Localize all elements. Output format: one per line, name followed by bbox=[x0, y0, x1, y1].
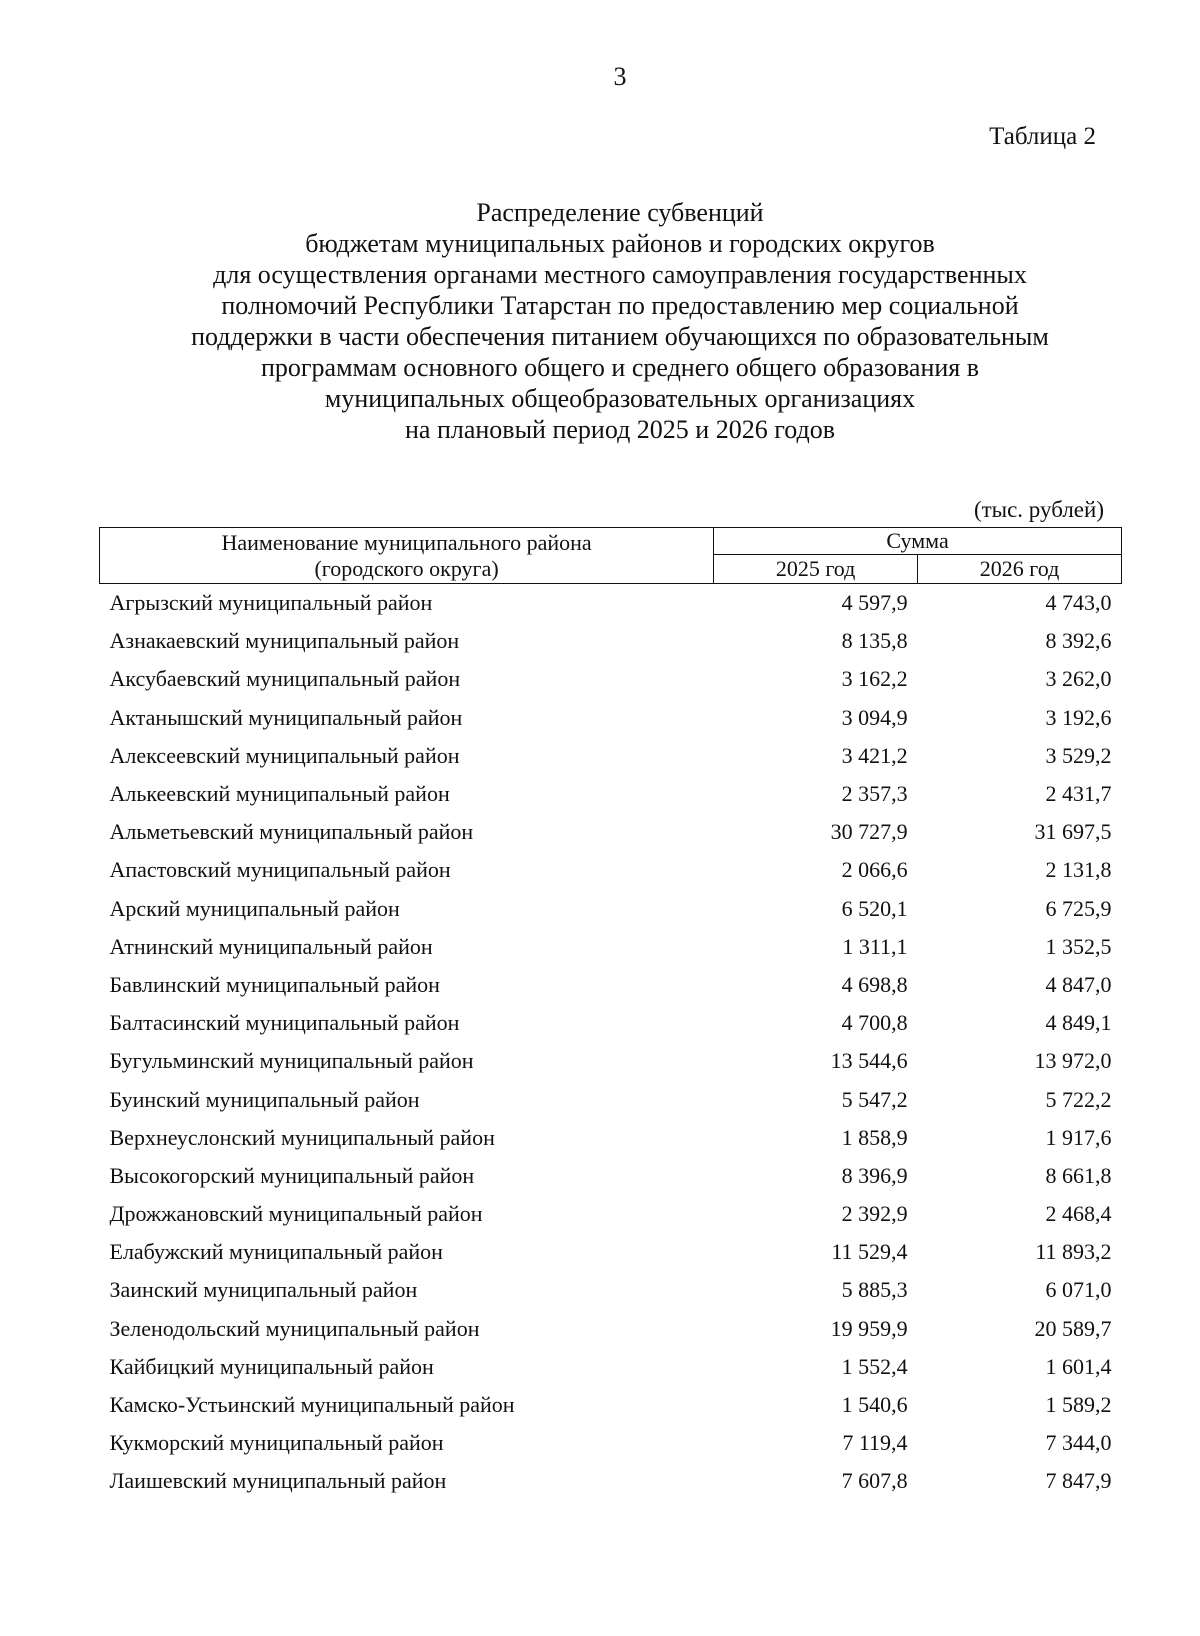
district-name: Бугульминский муниципальный район bbox=[109, 1048, 474, 1074]
table-row bbox=[100, 584, 1122, 623]
district-name: Балтасинский муниципальный район bbox=[109, 1010, 460, 1036]
amount-2026: 1 917,6 bbox=[1045, 1124, 1112, 1150]
title-line: на плановый период 2025 и 2026 годов bbox=[405, 415, 835, 444]
header-name bbox=[100, 528, 714, 584]
table-row bbox=[100, 966, 1122, 1004]
amount-2025: 3 421,2 bbox=[841, 742, 908, 768]
amount-2026: 1 601,4 bbox=[1045, 1353, 1112, 1379]
amount-2026: 8 392,6 bbox=[1045, 628, 1112, 654]
header-year-2025: 2025 год bbox=[714, 555, 918, 584]
district-name: Бавлинский муниципальный район bbox=[109, 971, 440, 997]
amount-2025: 3 162,2 bbox=[841, 666, 908, 692]
table-row bbox=[100, 1462, 1122, 1500]
amount-2025: 5 547,2 bbox=[841, 1086, 908, 1112]
amount-2025: 5 885,3 bbox=[841, 1277, 908, 1303]
amount-2025: 2 392,9 bbox=[841, 1201, 908, 1227]
table-row bbox=[100, 622, 1122, 660]
title-line: для осуществления органами местного самоуправления государственных bbox=[213, 260, 1027, 289]
table-row bbox=[100, 1119, 1122, 1157]
title-line: программам основного общего и среднего общего образования в bbox=[260, 353, 980, 382]
amount-2025: 8 135,8 bbox=[841, 628, 908, 654]
district-name: Альметьевский муниципальный район bbox=[109, 819, 474, 845]
table-row bbox=[100, 1233, 1122, 1271]
amount-2026: 2 468,4 bbox=[1045, 1201, 1112, 1227]
amount-2026: 20 589,7 bbox=[1034, 1315, 1112, 1341]
page-number: 3 bbox=[613, 62, 627, 91]
table-row bbox=[100, 699, 1122, 737]
district-name: Елабужский муниципальный район bbox=[109, 1239, 443, 1265]
amount-2025: 1 540,6 bbox=[841, 1392, 908, 1418]
amount-2026: 3 529,2 bbox=[1045, 742, 1112, 768]
amount-2026: 4 847,0 bbox=[1045, 971, 1112, 997]
amount-2025: 4 597,9 bbox=[841, 590, 908, 616]
title-line: поддержки в части обеспечения питанием обучающихся по образовательным bbox=[191, 322, 1049, 351]
header-name-line1: Наименование муниципального района bbox=[221, 529, 592, 555]
table-row bbox=[100, 890, 1122, 928]
amount-2026: 3 192,6 bbox=[1045, 704, 1112, 730]
district-name: Буинский муниципальный район bbox=[109, 1086, 420, 1112]
amount-2026: 11 893,2 bbox=[1035, 1239, 1112, 1265]
district-name: Алексеевский муниципальный район bbox=[109, 742, 460, 768]
amount-2025: 1 552,4 bbox=[841, 1353, 908, 1379]
table-row bbox=[100, 660, 1122, 698]
district-name: Алькеевский муниципальный район bbox=[109, 781, 450, 807]
amount-2026: 2 131,8 bbox=[1045, 857, 1112, 883]
district-name: Дрожжановский муниципальный район bbox=[109, 1201, 483, 1227]
table-row bbox=[100, 1386, 1122, 1424]
amount-2026: 3 262,0 bbox=[1045, 666, 1112, 692]
district-name: Верхнеуслонский муниципальный район bbox=[109, 1124, 495, 1150]
district-name: Атнинский муниципальный район bbox=[109, 933, 433, 959]
amount-2026: 6 071,0 bbox=[1045, 1277, 1112, 1303]
district-name: Апастовский муниципальный район bbox=[109, 857, 451, 883]
document-title bbox=[110, 197, 1130, 445]
header-name-line2: (городского округа) bbox=[314, 555, 499, 581]
district-name: Кукморский муниципальный район bbox=[109, 1430, 444, 1456]
amount-2025: 2 066,6 bbox=[841, 857, 908, 883]
amount-2026: 13 972,0 bbox=[1034, 1048, 1112, 1074]
amount-2026: 7 847,9 bbox=[1045, 1468, 1112, 1494]
table-row bbox=[100, 1424, 1122, 1462]
district-name: Зеленодольский муниципальный район bbox=[109, 1315, 480, 1341]
amount-2025: 6 520,1 bbox=[841, 895, 908, 921]
amount-2025: 4 700,8 bbox=[841, 1010, 908, 1036]
table-header bbox=[100, 528, 1122, 584]
title-line: бюджетам муниципальных районов и городских округов bbox=[305, 229, 935, 258]
amount-2026: 7 344,0 bbox=[1045, 1430, 1112, 1456]
header-sum: Сумма bbox=[714, 528, 1122, 555]
table-row bbox=[100, 1157, 1122, 1195]
district-name: Актанышский муниципальный район bbox=[109, 704, 463, 730]
header-year-2026: 2026 год bbox=[918, 555, 1122, 584]
amount-2026: 1 352,5 bbox=[1045, 933, 1112, 959]
table-row bbox=[100, 775, 1122, 813]
table-row bbox=[100, 1080, 1122, 1118]
table-row bbox=[100, 851, 1122, 889]
amount-2026: 4 743,0 bbox=[1045, 590, 1112, 616]
district-name: Лаишевский муниципальный район bbox=[109, 1468, 447, 1494]
table-row bbox=[100, 1348, 1122, 1386]
units-note: (тыс. рублей) bbox=[973, 497, 1104, 522]
table-row bbox=[100, 1310, 1122, 1348]
amount-2026: 1 589,2 bbox=[1045, 1392, 1112, 1418]
amount-2025: 7 119,4 bbox=[842, 1430, 908, 1456]
table-row bbox=[100, 1195, 1122, 1233]
table-label: Таблица 2 bbox=[989, 123, 1096, 150]
table-row bbox=[100, 813, 1122, 851]
amount-2026: 6 725,9 bbox=[1045, 895, 1112, 921]
title-line: Распределение субвенций bbox=[476, 198, 764, 227]
amount-2026: 8 661,8 bbox=[1045, 1162, 1112, 1188]
amount-2026: 2 431,7 bbox=[1045, 781, 1112, 807]
amount-2025: 3 094,9 bbox=[841, 704, 908, 730]
amount-2025: 8 396,9 bbox=[841, 1162, 908, 1188]
amount-2025: 11 529,4 bbox=[831, 1239, 908, 1265]
title-line: муниципальных общеобразовательных организациях bbox=[324, 384, 916, 413]
amount-2025: 1 858,9 bbox=[841, 1124, 908, 1150]
amount-2025: 30 727,9 bbox=[830, 819, 908, 845]
amount-2025: 4 698,8 bbox=[841, 971, 908, 997]
district-name: Агрызский муниципальный район bbox=[109, 590, 433, 616]
table-row bbox=[100, 1004, 1122, 1042]
table-row bbox=[100, 928, 1122, 966]
district-name: Заинский муниципальный район bbox=[109, 1277, 418, 1303]
amount-2025: 1 311,1 bbox=[842, 933, 908, 959]
district-name: Азнакаевский муниципальный район bbox=[109, 628, 460, 654]
amount-2025: 7 607,8 bbox=[841, 1468, 908, 1494]
table-row bbox=[100, 1042, 1122, 1080]
amount-2025: 13 544,6 bbox=[830, 1048, 908, 1074]
district-name: Арский муниципальный район bbox=[109, 895, 400, 921]
table-row bbox=[100, 737, 1122, 775]
district-name: Камско-Устьинский муниципальный район bbox=[109, 1392, 515, 1418]
amount-2026: 4 849,1 bbox=[1045, 1010, 1112, 1036]
table-body bbox=[100, 584, 1122, 1501]
amount-2026: 5 722,2 bbox=[1045, 1086, 1112, 1112]
amount-2025: 19 959,9 bbox=[830, 1315, 908, 1341]
subvention-table bbox=[99, 527, 1122, 1501]
district-name: Кайбицкий муниципальный район bbox=[109, 1353, 434, 1379]
district-name: Высокогорский муниципальный район bbox=[109, 1162, 475, 1188]
table-row bbox=[100, 1271, 1122, 1309]
amount-2025: 2 357,3 bbox=[841, 781, 908, 807]
amount-2026: 31 697,5 bbox=[1034, 819, 1112, 845]
title-line: полномочий Республики Татарстан по предоставлению мер социальной bbox=[221, 291, 1019, 320]
district-name: Аксубаевский муниципальный район bbox=[109, 666, 461, 692]
